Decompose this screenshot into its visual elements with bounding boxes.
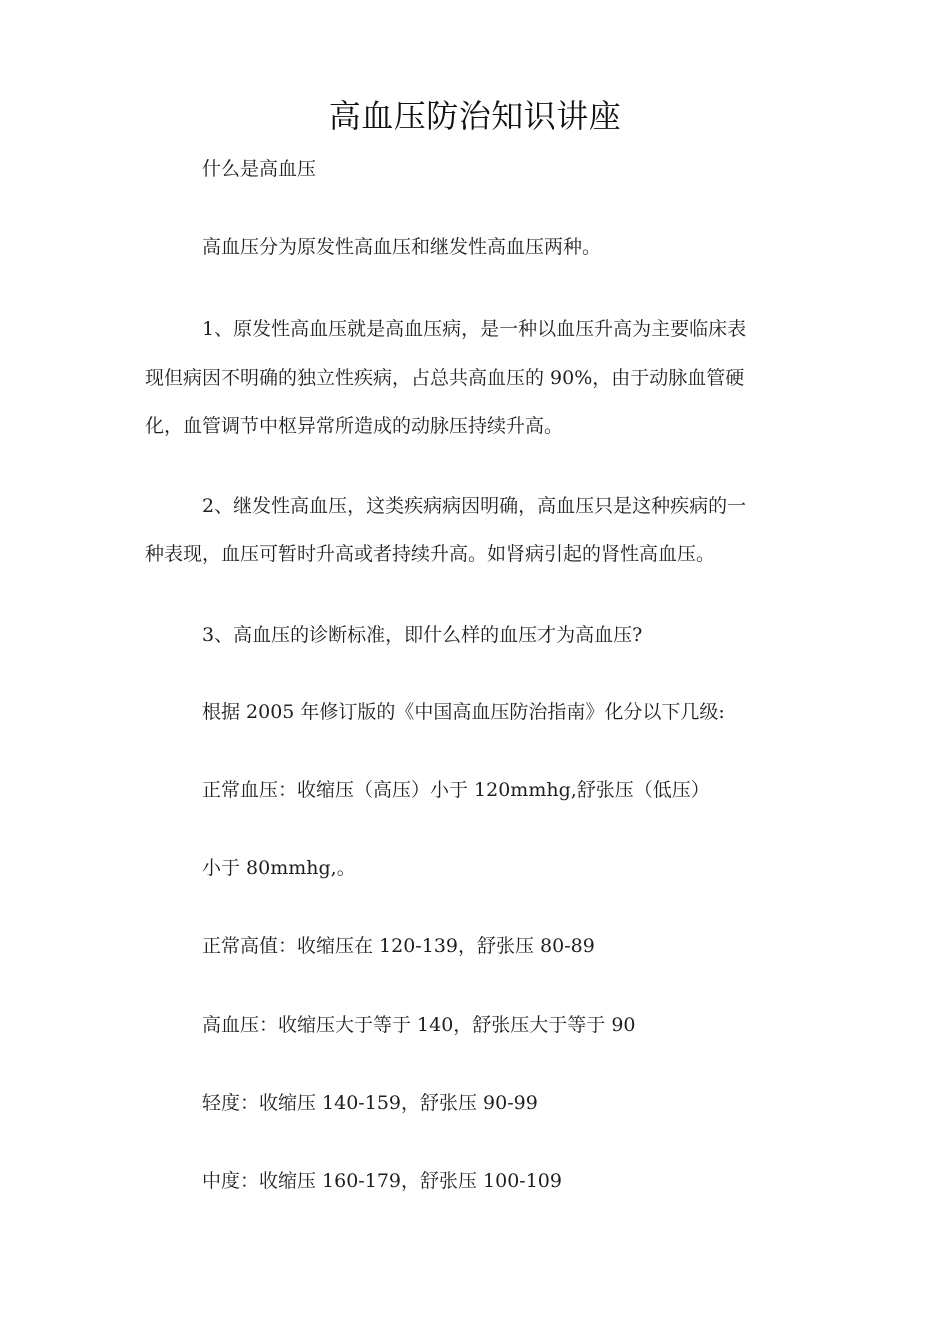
- item1-line3: 化，血管调节中枢异常所造成的动脉压持续升高。: [145, 415, 564, 437]
- hypertension-bp: 高血压：收缩压大于等于 140，舒张压大于等于 90: [202, 1014, 636, 1036]
- item3-paragraph: 3、高血压的诊断标准，即什么样的血压才为高血压?: [202, 624, 643, 646]
- document-title: 高血压防治知识讲座: [328, 97, 622, 135]
- normal-bp-line1: 正常血压：收缩压（高压）小于 120mmhg,舒张压（低压）: [202, 779, 710, 801]
- intro-paragraph: 高血压分为原发性高血压和继发性高血压两种。: [202, 236, 602, 258]
- item2-line1: 2、继发性高血压，这类疾病病因明确，高血压只是这种疾病的一: [202, 495, 747, 517]
- moderate-bp: 中度：收缩压 160-179，舒张压 100-109: [202, 1170, 562, 1192]
- normal-bp-line2: 小于 80mmhg,。: [202, 857, 356, 879]
- mild-bp: 轻度：收缩压 140-159，舒张压 90-99: [202, 1092, 538, 1114]
- section-heading: 什么是高血压: [202, 158, 317, 180]
- high-normal-bp: 正常高值：收缩压在 120-139，舒张压 80-89: [202, 935, 595, 957]
- item2-line2: 种表现，血压可暂时升高或者持续升高。如肾病引起的肾性高血压。: [145, 543, 716, 565]
- item1-line1: 1、原发性高血压就是高血压病，是一种以血压升高为主要临床表: [202, 318, 747, 340]
- item1-line2: 现但病因不明确的独立性疾病，占总共高血压的 90%，由于动脉血管硬: [145, 367, 745, 389]
- guideline-basis: 根据 2005 年修订版的《中国高血压防治指南》化分以下几级:: [202, 701, 725, 723]
